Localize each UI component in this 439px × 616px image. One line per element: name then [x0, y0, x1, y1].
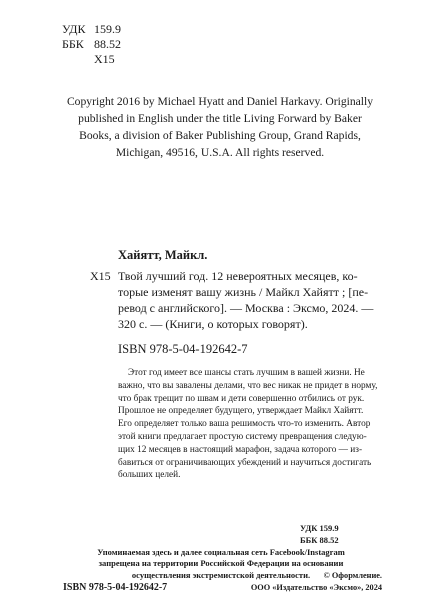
bib-line: ревод с английского]. — Москва : Эксмо, 2024. —: [118, 301, 374, 315]
annotation: [118, 367, 380, 482]
annotation-line: что брак трещит по швам и дети совершенно отбились от рук.: [118, 393, 365, 404]
copyright-line: Books, a division of Baker Publishing Group, Grand Rapids,: [79, 129, 361, 142]
bbk-value: 88.52: [94, 37, 121, 51]
udk-bottom: УДК 159.9: [300, 523, 339, 533]
author-mark: Х15: [94, 52, 115, 66]
annotation-line: больших целей.: [118, 470, 181, 481]
notice-line: осуществления экстремистской деятельности.: [131, 569, 311, 580]
udk-row: [62, 22, 121, 37]
bib-line: Твой лучший год. 12 невероятных месяцев, ко-: [118, 269, 358, 283]
annotation-line: бавиться от ограничивающих убеждений и научиться достигать: [118, 457, 372, 468]
bbk-label: ББК: [62, 37, 84, 51]
publisher-credit: ООО «Издательство «Эксмо», 2024: [250, 583, 382, 592]
copyright-line: Michigan, 49516, U.S.A. All rights reserved.: [115, 146, 325, 159]
annotation-line: щих 12 месяцев в настоящий марафон, задача которого — из-: [118, 444, 363, 455]
notice-line: Упоминаемая здесь и далее социальная сеть Facebook/Instagram: [97, 547, 345, 557]
copyright-line: Copyright 2016 by Michael Hyatt and Daniel Harkavy. Originally: [66, 95, 374, 108]
copyright-line: published in English under the title Living Forward by Baker: [78, 112, 362, 125]
annotation-line: Его определяет только ваша решимость что-то изменить. Автор: [118, 419, 371, 430]
bib-code: Х15: [90, 269, 111, 283]
bib-line: 320 с. — (Книги, о которых говорят).: [118, 317, 308, 331]
bib-description: [118, 268, 380, 332]
bbk-row: [62, 37, 121, 52]
udk-value: 159.9: [94, 22, 121, 36]
bib-line: торые изменят вашу жизнь / Майкл Хайятт ; [пе-: [118, 285, 369, 299]
design-credit: © Оформление.: [323, 571, 382, 580]
classification-codes-bottom: [300, 522, 378, 546]
isbn-main: ISBN 978-5-04-192642-7: [118, 342, 248, 356]
bib-author: Хайятт, Майкл.: [118, 248, 208, 262]
udk-label: УДК: [62, 22, 86, 36]
classification-codes: [62, 22, 121, 67]
isbn-footer: ISBN 978-5-04-192642-7: [63, 582, 168, 593]
copyright-notice: [60, 93, 380, 161]
bbk-bottom: ББК 88.52: [300, 535, 339, 545]
annotation-line: Прошлое не определяет будущего, утверждает Майкл Хайятт.: [118, 406, 364, 417]
notice-line: запрещена на территории Российской Федерации на основании: [98, 558, 344, 569]
annotation-line: этой книги предлагает простую систему превращения следую-: [118, 431, 367, 442]
annotation-line: важно, что вы завалены делами, что вес никак не придет в норму,: [118, 380, 378, 391]
publisher-info: [230, 570, 382, 594]
annotation-line: Этот год имеет все шансы стать лучшим в вашей жизни. Не: [128, 368, 365, 378]
